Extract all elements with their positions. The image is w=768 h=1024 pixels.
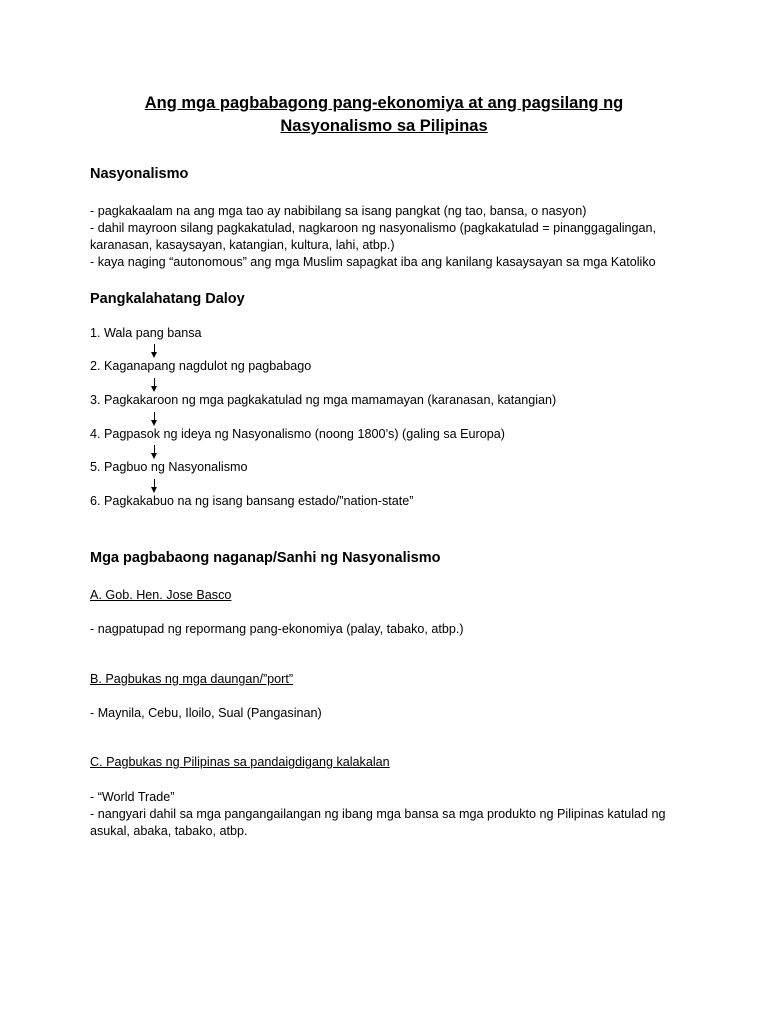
nasyonalismo-line-4: - kaya naging “autonomous” ang mga Muslim sapagkat iba ang kanilang kasaysayan sa mga Katoliko <box>90 255 656 269</box>
nasyonalismo-line-3: karanasan, kasaysayan, katangian, kultura, lahi, atbp.) <box>90 238 395 252</box>
sanhi-c-line-3: asukal, abaka, tabako, atbp. <box>90 824 248 838</box>
nasyonalismo-line-2: - dahil mayroon silang pagkakatulad, nagkaroon ng nasyonalismo (pagkakatulad = pinanggagalingan, <box>90 221 657 235</box>
heading-daloy: Pangkalahatang Daloy <box>90 291 245 307</box>
flow-step-6: 6. Pagkakabuo na ng isang bansang estado/”nation-state” <box>90 494 414 508</box>
sanhi-a-label: A. Gob. Hen. Jose Basco <box>90 588 232 602</box>
down-arrow-icon <box>150 412 160 426</box>
title-line-2: Nasyonalismo sa Pilipinas <box>280 117 488 135</box>
down-arrow-icon <box>150 378 160 392</box>
down-arrow-icon <box>150 344 160 358</box>
flow-step-3: 3. Pagkakaroon ng mga pagkakatulad ng mga mamamayan (karanasan, katangian) <box>90 393 557 407</box>
flow-step-2: 2. Kaganapang nagdulot ng pagbabago <box>90 359 312 373</box>
heading-nasyonalismo: Nasyonalismo <box>90 166 189 182</box>
down-arrow-icon <box>150 479 160 493</box>
flow-step-4: 4. Pagpasok ng ideya ng Nasyonalismo (noong 1800’s) (galing sa Europa) <box>90 427 505 441</box>
sanhi-b-line-1: - Maynila, Cebu, Iloilo, Sual (Pangasinan) <box>90 706 322 720</box>
sanhi-c-line-2: - nangyari dahil sa mga pangangailangan ng ibang mga bansa sa mga produkto ng Pilipinas katulad ng <box>90 807 666 821</box>
flow-step-5: 5. Pagbuo ng Nasyonalismo <box>90 460 248 474</box>
sanhi-c-line-1: - “World Trade” <box>90 790 175 804</box>
down-arrow-icon <box>150 445 160 459</box>
heading-sanhi: Mga pagbabaong naganap/Sanhi ng Nasyonalismo <box>90 550 441 566</box>
nasyonalismo-line-1: - pagkakaalam na ang mga tao ay nabibilang sa isang pangkat (ng tao, bansa, o nasyon) <box>90 204 587 218</box>
sanhi-b-label: B. Pagbukas ng mga daungan/”port” <box>90 672 294 686</box>
sanhi-c-label: C. Pagbukas ng Pilipinas sa pandaigdigang kalakalan <box>90 755 390 769</box>
flow-step-1: 1. Wala pang bansa <box>90 326 202 340</box>
sanhi-a-line-1: - nagpatupad ng repormang pang-ekonomiya (palay, tabako, atbp.) <box>90 622 464 636</box>
title-line-1: Ang mga pagbabagong pang-ekonomiya at ang pagsilang ng <box>144 94 624 112</box>
document-title <box>0 92 768 138</box>
